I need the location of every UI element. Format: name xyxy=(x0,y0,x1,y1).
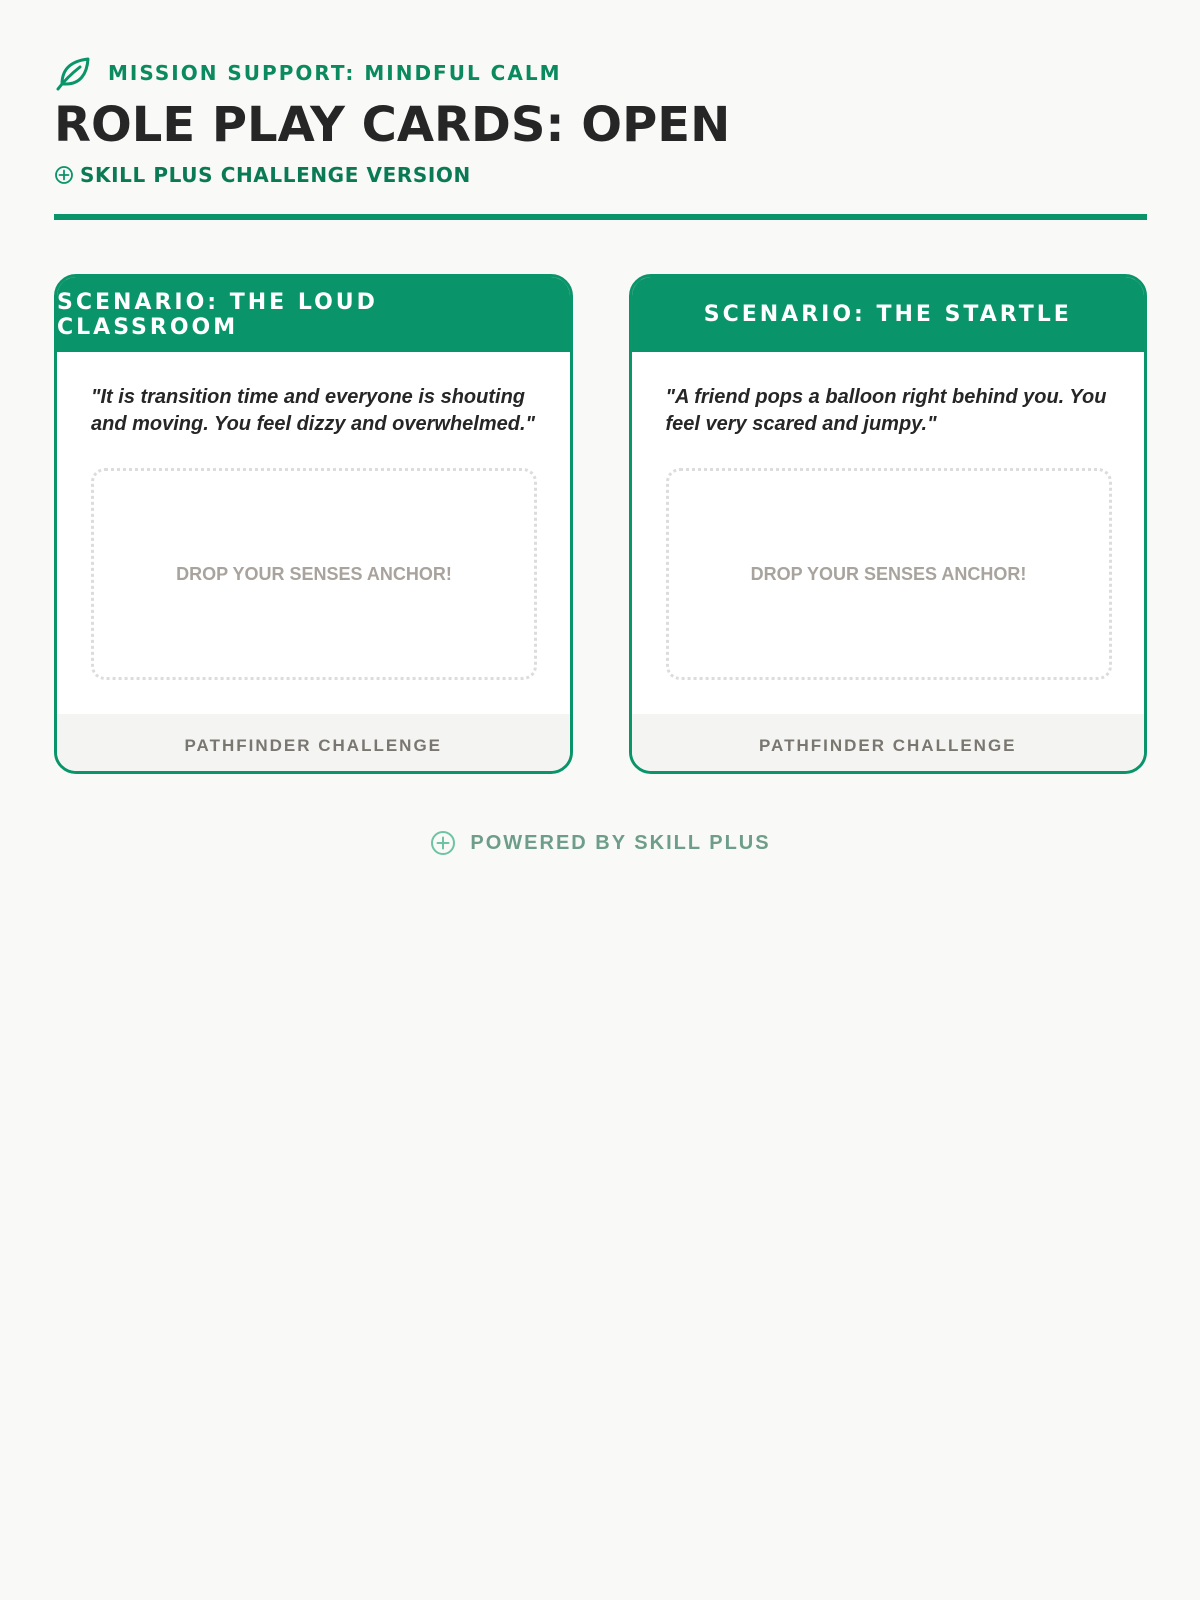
scenario-quote: "A friend pops a balloon right behind you. You feel very scared and jumpy." xyxy=(665,386,1107,436)
card-title: SCENARIO: THE STARTLE xyxy=(703,302,1072,328)
card-body xyxy=(57,352,570,714)
page-header xyxy=(54,0,1146,220)
version-label: SKILL PLUS CHALLENGE VERSION xyxy=(80,163,471,188)
card-header xyxy=(632,277,1145,352)
card-footer xyxy=(57,714,570,774)
card-footer xyxy=(632,714,1145,774)
senses-anchor-drop-zone[interactable] xyxy=(91,468,537,680)
leaf-icon xyxy=(54,54,92,92)
role-play-cards xyxy=(54,274,1147,774)
powered-by-label: POWERED BY SKILL PLUS xyxy=(470,831,771,854)
drop-zone-label: DROP YOUR SENSES ANCHOR! xyxy=(176,563,452,584)
scenario-card-startle xyxy=(629,274,1148,774)
plus-circle-icon xyxy=(54,165,74,185)
mission-row xyxy=(54,54,1146,92)
senses-anchor-drop-zone[interactable] xyxy=(666,468,1112,680)
card-body xyxy=(632,352,1145,714)
card-title: SCENARIO: THE LOUD CLASSROOM xyxy=(57,289,378,340)
scenario-card-loud-classroom xyxy=(54,274,573,774)
pathfinder-challenge-label: PATHFINDER CHALLENGE xyxy=(758,736,1017,756)
pathfinder-challenge-label: PATHFINDER CHALLENGE xyxy=(184,736,443,756)
header-divider xyxy=(54,214,1147,220)
mission-label: MISSION SUPPORT: MINDFUL CALM xyxy=(108,61,562,85)
page-title: ROLE PLAY CARDS: OPEN xyxy=(54,97,731,153)
version-row xyxy=(54,162,1146,188)
scenario-quote: "It is transition time and everyone is shouting and moving. You feel dizzy and overwhelmed." xyxy=(91,386,536,436)
drop-zone-label: DROP YOUR SENSES ANCHOR! xyxy=(750,563,1027,584)
powered-by xyxy=(54,830,1147,856)
card-header xyxy=(57,277,570,352)
plus-circle-icon xyxy=(430,830,456,856)
